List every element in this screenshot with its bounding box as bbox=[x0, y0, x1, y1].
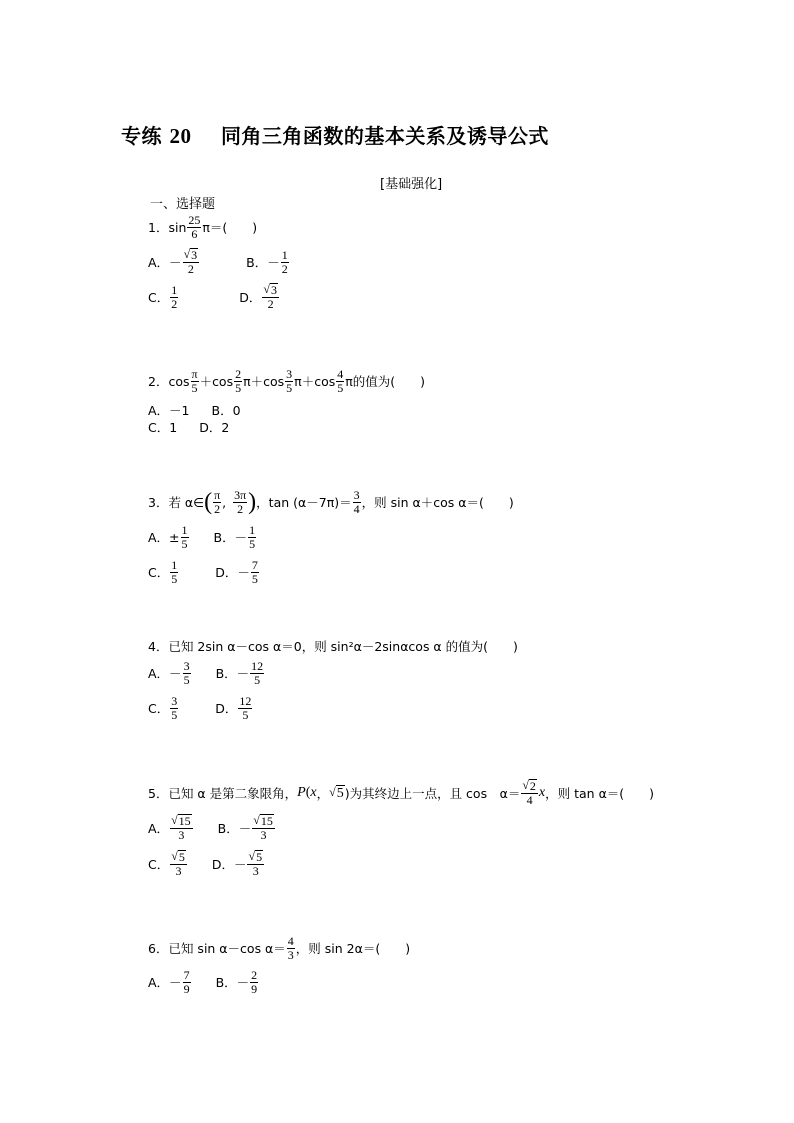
q2-options-cd bbox=[148, 412, 229, 442]
q3-d-num: 7 bbox=[251, 557, 258, 572]
q3-interval-low bbox=[213, 489, 221, 516]
q2-f1-num: π bbox=[191, 366, 198, 381]
q6-b-den: 9 bbox=[251, 981, 258, 996]
q3-c-num: 1 bbox=[171, 557, 178, 572]
question-5 bbox=[148, 778, 654, 808]
q3-l1-den: 2 bbox=[214, 501, 221, 516]
q4-options-cd bbox=[148, 693, 253, 723]
q5-a-radicand: 15 bbox=[178, 814, 191, 828]
q2-f2-den: 5 bbox=[235, 380, 242, 395]
question-3 bbox=[148, 487, 514, 517]
q6-option-a-value bbox=[183, 969, 191, 996]
q5-option-b-label: B．－ bbox=[217, 821, 252, 836]
q5-radicand: 5 bbox=[336, 785, 344, 801]
q4-options-ab bbox=[148, 658, 265, 688]
q3-part2: ，tan (α－7π)＝ bbox=[256, 495, 352, 510]
q3-a-num: 1 bbox=[181, 522, 188, 537]
q5-d-den: 3 bbox=[252, 864, 259, 878]
q2-fraction-4 bbox=[336, 368, 344, 395]
q3-option-b-label: B．－ bbox=[213, 530, 248, 545]
q1-frac-num: 25 bbox=[188, 212, 201, 227]
q3-d-den: 5 bbox=[251, 571, 258, 586]
q5-option-c-value: √ 5 3 bbox=[171, 849, 185, 878]
q5-options-cd bbox=[148, 849, 265, 879]
q3-option-a-value bbox=[181, 524, 189, 551]
q3-f-num: 3 bbox=[353, 487, 360, 502]
q5-d-radicand: 5 bbox=[256, 850, 263, 864]
question-6 bbox=[148, 933, 410, 963]
q4-a-den: 5 bbox=[183, 672, 190, 687]
q2-part5: π的值为( ) bbox=[345, 374, 426, 389]
title-number: 20 bbox=[169, 124, 192, 148]
q5-b-radicand: 15 bbox=[260, 814, 273, 828]
q4-d-num: 12 bbox=[239, 693, 252, 708]
q3-l2-num: 3π bbox=[234, 487, 247, 502]
q2-f3-den: 5 bbox=[286, 380, 293, 395]
q1-options-ab bbox=[148, 247, 290, 277]
q5-part5: ，则 tan α＝( ) bbox=[545, 786, 655, 801]
q1-d-radicand: 3 bbox=[270, 283, 277, 297]
q3-option-b-value bbox=[248, 524, 256, 551]
q4-option-a-value bbox=[183, 660, 191, 687]
q5-option-a-label: A． bbox=[148, 821, 170, 836]
q3-option-d-label: D．－ bbox=[215, 565, 250, 580]
q3-f-den: 4 bbox=[353, 501, 360, 516]
q5-f-radicand: 2 bbox=[529, 779, 536, 793]
q1-a-den: 2 bbox=[187, 262, 194, 276]
q2-f2-num: 2 bbox=[235, 366, 242, 381]
q4-b-num: 12 bbox=[251, 658, 264, 673]
q4-b-den: 5 bbox=[254, 672, 261, 687]
q3-a-den: 5 bbox=[181, 536, 188, 551]
q2-f4-num: 4 bbox=[337, 366, 344, 381]
q1-label: 1．sin bbox=[148, 220, 187, 235]
q5-option-a-value: √ 15 3 bbox=[171, 813, 191, 842]
q3-option-c-value bbox=[170, 559, 178, 586]
q1-tail: π＝( ) bbox=[202, 220, 258, 235]
q3-fraction bbox=[353, 489, 361, 516]
q2-fraction-1 bbox=[191, 368, 199, 395]
q5-part1: 5．已知 α 是第二象限角， bbox=[148, 786, 298, 801]
q2-f3-num: 3 bbox=[286, 366, 293, 381]
q5-f-den: 4 bbox=[526, 793, 533, 807]
q3-option-d-value bbox=[251, 559, 259, 586]
q1-option-c-label: C． bbox=[148, 290, 170, 305]
q3-right-paren: ) bbox=[248, 489, 257, 515]
q4-option-d-value bbox=[238, 695, 252, 722]
q6-part1: 6．已知 sin α－cos α＝ bbox=[148, 941, 286, 956]
q1-option-d-value: √ 3 2 bbox=[263, 282, 277, 311]
q3-l2-den: 2 bbox=[237, 501, 244, 516]
q3-option-a-label: A．± bbox=[148, 530, 180, 545]
page-title bbox=[121, 120, 549, 149]
q3-options-cd bbox=[148, 557, 260, 587]
q3-left-paren: ( bbox=[204, 489, 213, 515]
q4-option-b-value bbox=[250, 660, 264, 687]
q5-comma: ， bbox=[316, 786, 330, 801]
q5-fraction: √ 2 4 bbox=[522, 778, 536, 807]
q5-option-d-label: D．－ bbox=[211, 857, 247, 872]
q4-text: 4．已知 2sin α－cos α＝0，则 sin²α－2sinαcos α 的值为( ) bbox=[148, 639, 518, 654]
q2-part3: π＋cos bbox=[243, 374, 285, 389]
q3-interval-high bbox=[233, 489, 247, 516]
q3-b-num: 1 bbox=[249, 522, 256, 537]
q6-f-num: 4 bbox=[287, 933, 294, 948]
q2-part4: π＋cos bbox=[294, 374, 336, 389]
q5-a-den: 3 bbox=[178, 828, 185, 842]
q5-c-den: 3 bbox=[175, 864, 182, 878]
q4-option-c-value bbox=[170, 695, 178, 722]
q1-fraction bbox=[187, 214, 201, 241]
title-prefix: 专练 bbox=[121, 124, 162, 148]
q1-b-num: 1 bbox=[281, 247, 288, 262]
q6-b-num: 2 bbox=[251, 967, 258, 982]
q5-options-ab bbox=[148, 813, 276, 843]
q2-fraction-3 bbox=[285, 368, 293, 395]
q4-c-den: 5 bbox=[171, 707, 178, 722]
q3-l1-num: π bbox=[214, 487, 221, 502]
q6-f-den: 3 bbox=[287, 947, 294, 962]
q1-c-den: 2 bbox=[171, 296, 178, 311]
q6-options-ab bbox=[148, 967, 259, 997]
q4-option-a-label: A．－ bbox=[148, 666, 182, 681]
q5-option-b-value: √ 15 3 bbox=[253, 813, 273, 842]
q1-options-cd bbox=[148, 282, 280, 312]
q6-a-den: 9 bbox=[183, 981, 190, 996]
question-2 bbox=[148, 366, 425, 396]
section-heading: 一、选择题 bbox=[150, 197, 216, 212]
q5-sqrt: √ 5 bbox=[329, 784, 344, 801]
q6-fraction bbox=[287, 935, 295, 962]
q2-fraction-2 bbox=[234, 368, 242, 395]
q6-option-b-label: B．－ bbox=[215, 975, 250, 990]
q4-d-den: 5 bbox=[242, 707, 249, 722]
q4-c-num: 3 bbox=[171, 693, 178, 708]
q5-c-radicand: 5 bbox=[178, 850, 185, 864]
q4-option-c-label: C． bbox=[148, 701, 170, 716]
q1-option-c-value bbox=[170, 284, 178, 311]
q1-option-d-label: D． bbox=[239, 290, 262, 305]
q5-option-c-label: C． bbox=[148, 857, 170, 872]
q1-option-b-value bbox=[281, 249, 289, 276]
q2-option-d: D．2 bbox=[199, 420, 230, 435]
q1-a-radicand: 3 bbox=[191, 248, 198, 262]
q3-options-ab bbox=[148, 522, 257, 552]
q3-option-c-label: C． bbox=[148, 565, 170, 580]
q4-option-b-label: B．－ bbox=[215, 666, 250, 681]
q6-option-a-label: A．－ bbox=[148, 975, 182, 990]
q4-option-d-label: D． bbox=[215, 701, 238, 716]
q1-option-a-label: A．－ bbox=[148, 255, 182, 270]
q2-f4-den: 5 bbox=[337, 380, 344, 395]
q2-f1-den: 5 bbox=[191, 380, 198, 395]
q2-part2: ＋cos bbox=[199, 374, 234, 389]
q2-part1: 2．cos bbox=[148, 374, 190, 389]
title-text: 同角三角函数的基本关系及诱导公式 bbox=[220, 124, 549, 148]
q2-option-c: C．1 bbox=[148, 420, 178, 435]
q1-c-num: 1 bbox=[171, 282, 178, 297]
q3-part3: ，则 sin α＋cos α＝( ) bbox=[361, 495, 514, 510]
q5-paren-open: ( bbox=[305, 785, 311, 800]
subtitle: [基础强化] bbox=[380, 177, 443, 192]
q6-part2: ，则 sin 2α＝( ) bbox=[295, 941, 411, 956]
q3-comma: , bbox=[222, 494, 227, 510]
q3-part1: 3．若 α∈ bbox=[148, 495, 205, 510]
q1-option-b-label: B．－ bbox=[246, 255, 280, 270]
q3-b-den: 5 bbox=[249, 536, 256, 551]
q1-option-a-value: √ 3 2 bbox=[183, 247, 198, 276]
q1-d-den: 2 bbox=[267, 297, 274, 311]
q2-option-a: A．－1 bbox=[148, 403, 190, 418]
q4-a-num: 3 bbox=[183, 658, 190, 673]
q5-fx: x bbox=[538, 785, 546, 800]
q5-point-p: P bbox=[297, 785, 306, 800]
q3-c-den: 5 bbox=[171, 571, 178, 586]
q1-frac-den: 6 bbox=[191, 226, 198, 241]
q6-option-b-value bbox=[250, 969, 258, 996]
question-1 bbox=[148, 212, 257, 242]
q6-a-num: 7 bbox=[183, 967, 190, 982]
question-4 bbox=[148, 631, 518, 661]
q5-b-den: 3 bbox=[260, 828, 267, 842]
q1-b-den: 2 bbox=[281, 261, 288, 276]
q5-option-d-value: √ 5 3 bbox=[248, 849, 263, 878]
q5-x: x bbox=[310, 785, 317, 800]
q2-option-b: B．0 bbox=[211, 403, 241, 418]
q5-part4: )为其终边上一点，且 cos α＝ bbox=[344, 786, 521, 801]
